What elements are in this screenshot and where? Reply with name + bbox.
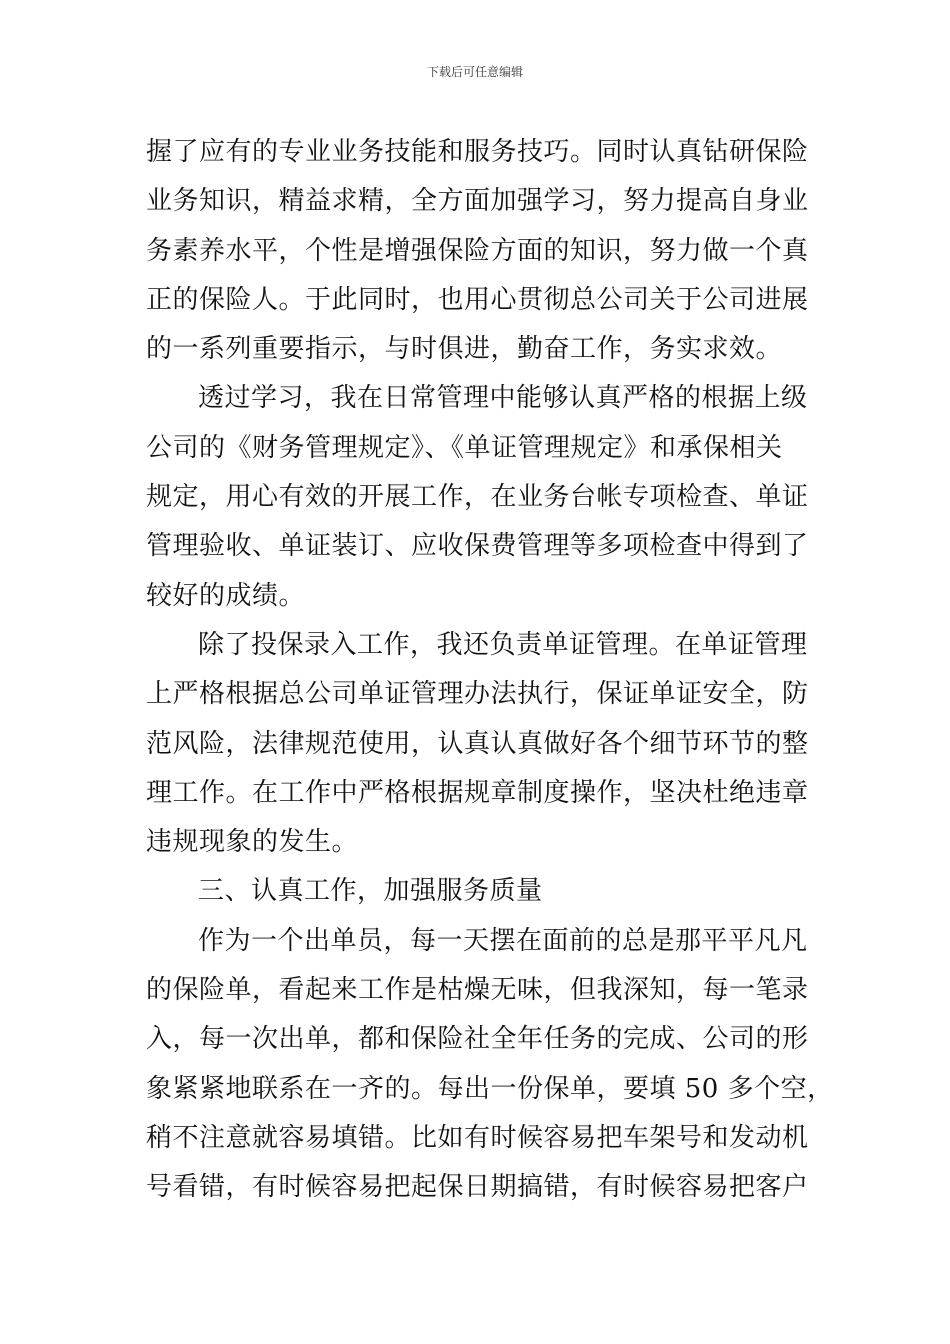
paragraph-first-line: 除了投保录入工作，我还负责单证管理。在单证管理	[198, 629, 808, 660]
text-line: 违规现象的发生。	[146, 827, 359, 858]
text-line: 号看错，有时候容易把起保日期搞错，有时候容易把客户	[146, 1172, 809, 1203]
text-line: 规定，用心有效的开展工作，在业务台帐专项检查、单证	[146, 482, 809, 513]
text-line: 入，每一次出单，都和保险社全年任务的完成、公司的形	[146, 1024, 809, 1055]
page-header: 下载后可任意编辑	[426, 65, 523, 79]
text-line: 上严格根据总公司单证管理办法执行，保证单证安全，防	[146, 679, 809, 710]
text-line: 的一系列重要指示，与时俱进，勤奋工作，务实求效。	[146, 334, 783, 365]
text-line: 业务知识，精益求精，全方面加强学习，努力提高自身业	[146, 186, 809, 217]
text-line: 务素养水平，个性是增强保险方面的知识，努力做一个真	[146, 235, 809, 266]
text-line: 握了应有的专业业务技能和服务技巧。同时认真钻研保险	[146, 137, 809, 167]
text-line: 公司的《财务管理规定》、《单证管理规定》和承保相关	[146, 432, 783, 463]
text-line: 管理验收、单证装订、应收保费管理等多项检查中得到了	[146, 531, 809, 562]
text-line: 的保险单，看起来工作是枯燥无味，但我深知，每一笔录	[146, 975, 809, 1006]
text-line: 象紧紧地联系在一齐的。每出一份保单，要填 50 多个空，	[146, 1073, 834, 1104]
paragraph-first-line: 透过学习，我在日常管理中能够认真严格的根据上级	[198, 383, 808, 414]
text-line: 范风险，法律规范使用，认真认真做好各个细节环节的整	[146, 728, 809, 759]
text-line: 理工作。在工作中严格根据规章制度操作，坚决杜绝违章	[146, 777, 809, 808]
paragraph-first-line: 作为一个出单员，每一天摆在面前的总是那平平凡凡	[198, 925, 808, 956]
section-heading: 三、认真工作，加强服务质量	[198, 876, 543, 907]
text-line: 正的保险人。于此同时，也用心贯彻总公司关于公司进展	[146, 284, 809, 315]
text-line: 稍不注意就容易填错。比如有时候容易把车架号和发动机	[146, 1122, 809, 1153]
text-line: 较好的成绩。	[146, 580, 306, 611]
document-body	[146, 128, 834, 1213]
